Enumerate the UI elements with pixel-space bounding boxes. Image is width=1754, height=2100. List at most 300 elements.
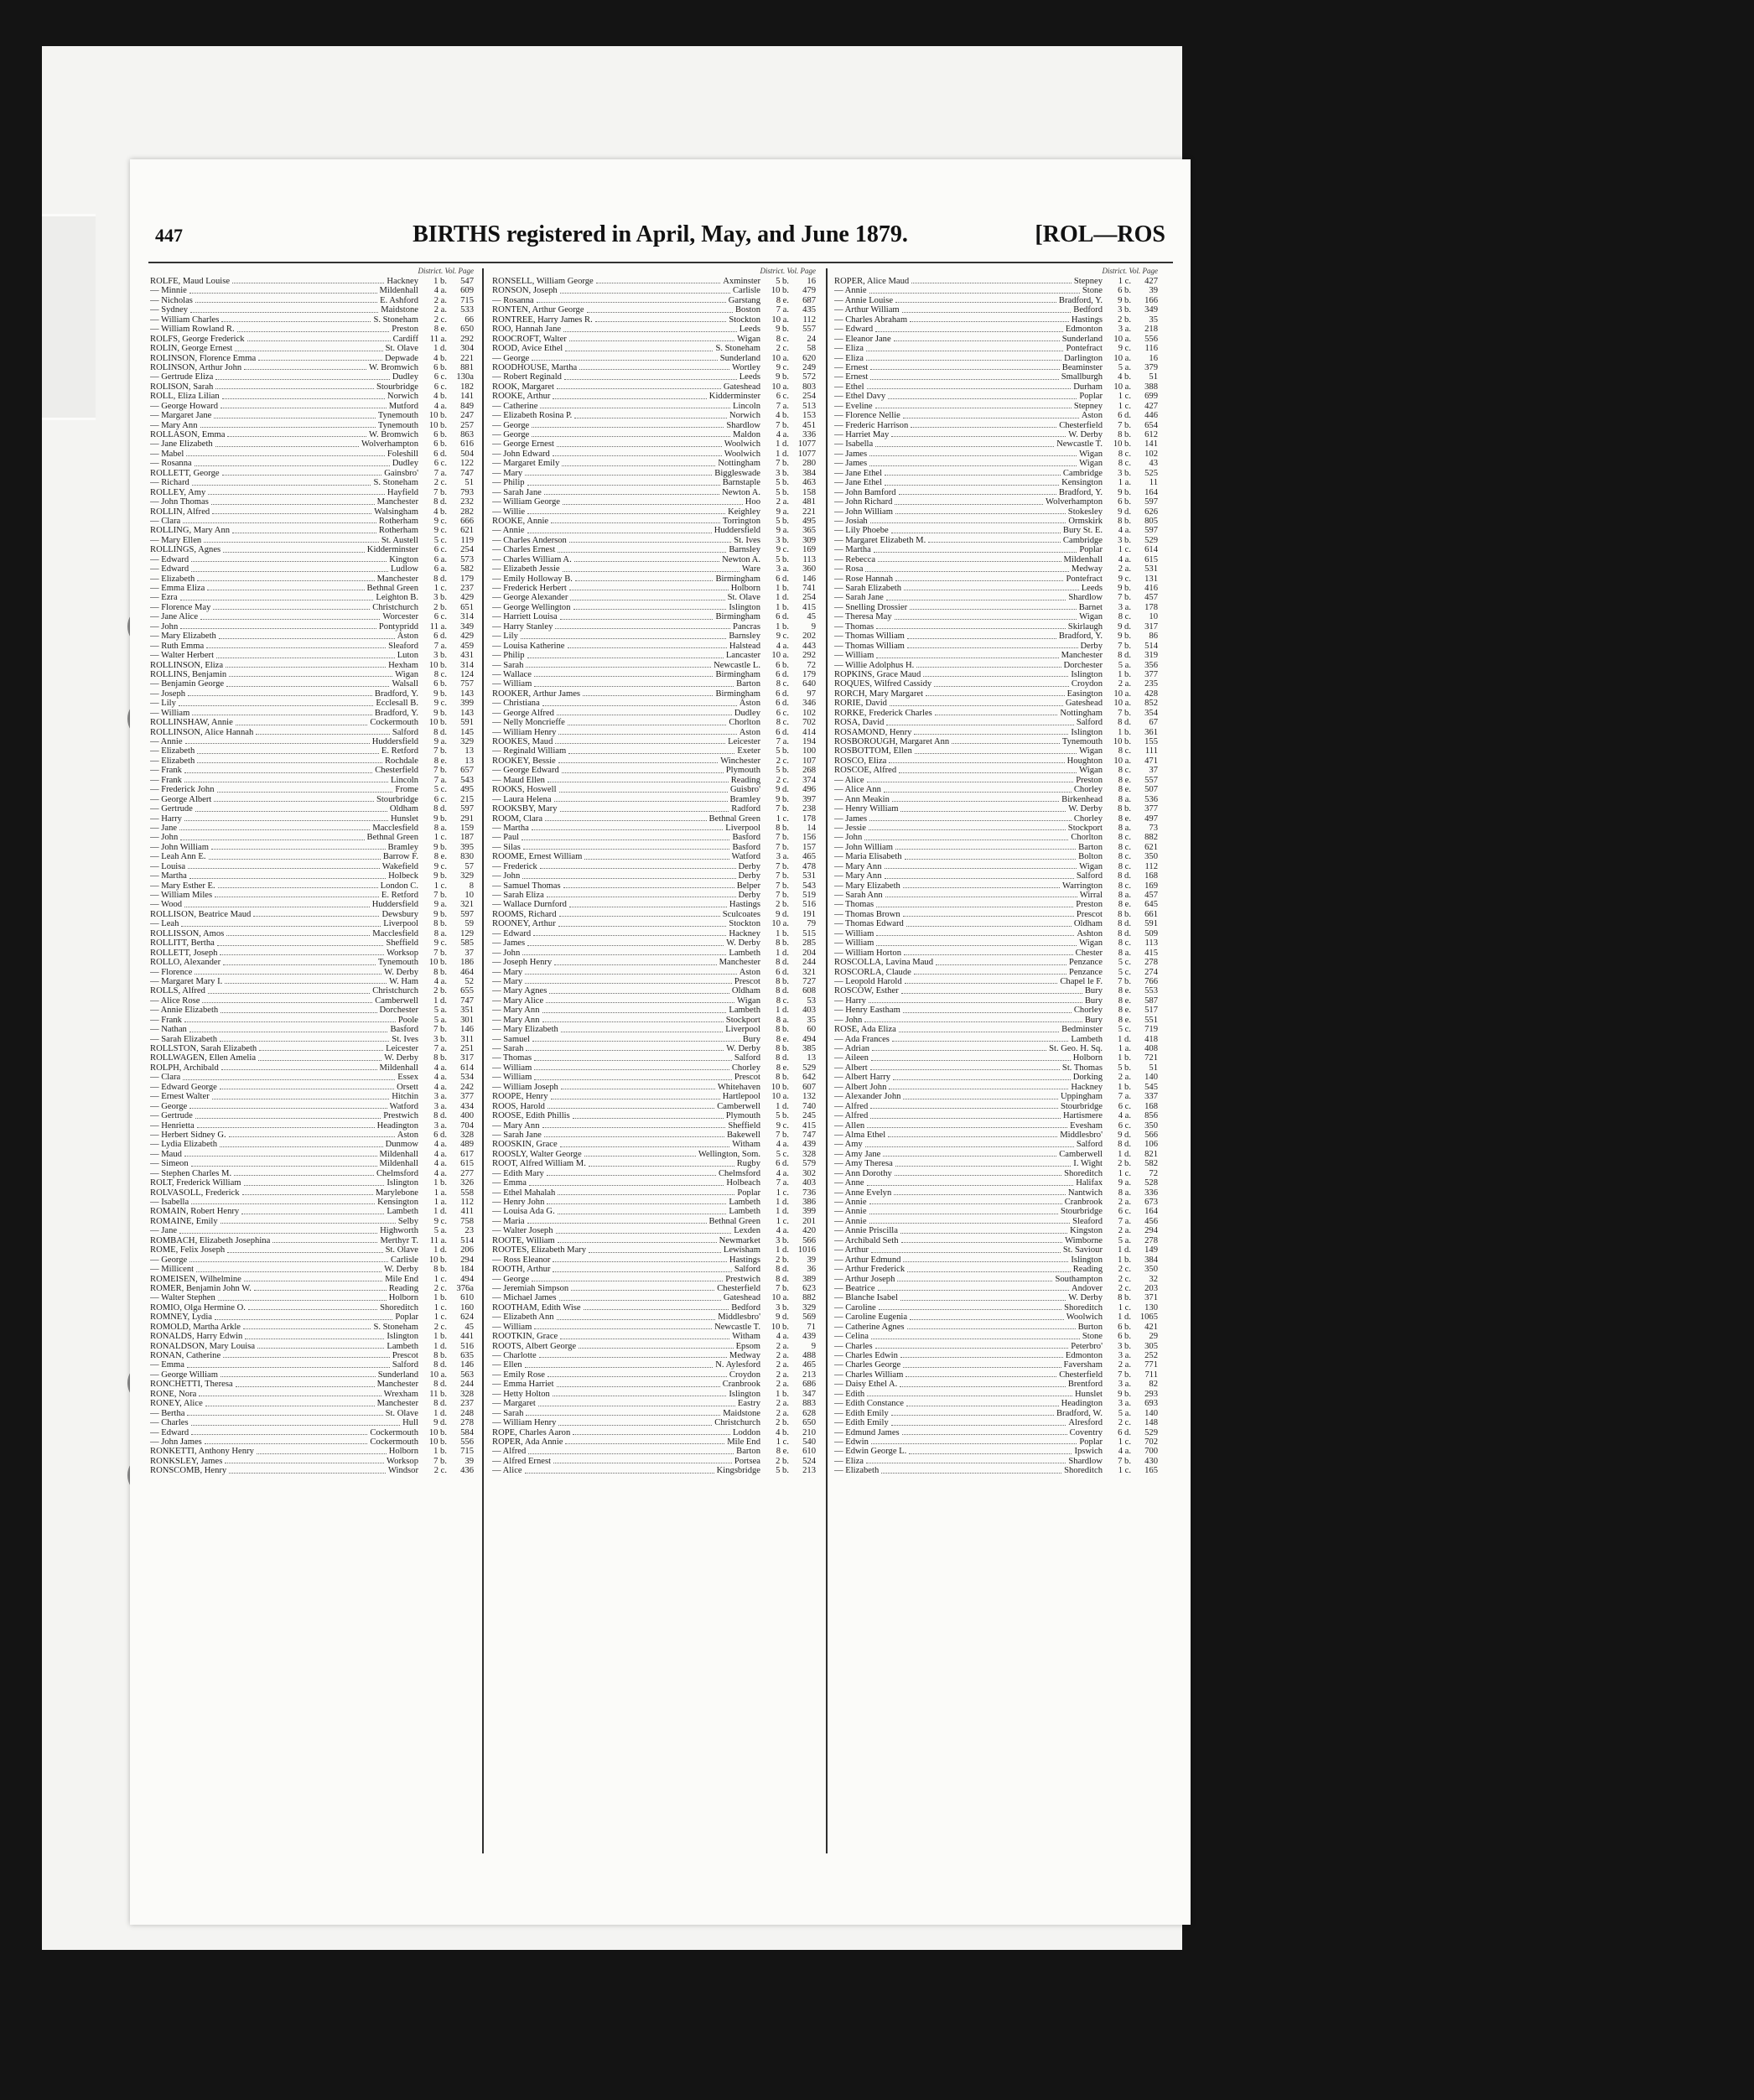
entry-volume: 9 d. (776, 909, 789, 919)
leader-dots (569, 584, 729, 590)
index-entry (150, 421, 474, 430)
entry-district: Leeds (739, 325, 760, 335)
entry-page: 146 (802, 574, 816, 584)
index-entry (150, 814, 474, 824)
entry-volume: 1 b. (1118, 1082, 1131, 1092)
index-entry (834, 584, 1158, 593)
entry-volume: 2 b. (433, 986, 447, 996)
leader-dots (569, 900, 727, 907)
entry-district: Prestwich (383, 1111, 418, 1121)
leader-dots (891, 430, 1066, 437)
entry-district: Islington (1071, 727, 1103, 737)
leader-dots (206, 642, 386, 648)
entry-page: 164 (1144, 487, 1158, 497)
entry-district: Dorchester (1063, 660, 1103, 670)
entry-district: Dorking (1072, 1073, 1103, 1083)
entry-district: Dudley (734, 708, 760, 718)
leader-dots (208, 986, 370, 993)
entry-name: ROLLITT, Bertha (150, 938, 215, 949)
entry-page: 201 (802, 1216, 816, 1226)
index-entry (150, 1217, 474, 1226)
entry-volume: 2 a. (776, 1341, 789, 1351)
entry-district: Winchester (720, 756, 760, 766)
index-entry (834, 305, 1158, 314)
entry-volume: 8 b. (776, 823, 789, 833)
entry-name: — Mary Alice (492, 995, 544, 1006)
index-entry (492, 968, 816, 977)
entry-volume: 1 b. (776, 584, 789, 593)
entry-name: — Gertrude Eliza (150, 372, 214, 382)
entry-page: 479 (802, 286, 816, 296)
index-entry (834, 488, 1158, 497)
entry-district: Penzance (1069, 967, 1103, 977)
entry-volume: 8 e. (433, 756, 447, 766)
index-entry (150, 402, 474, 411)
entry-page: 727 (802, 976, 816, 986)
entry-district: Ashton (1077, 928, 1103, 938)
entry-district: Hastings (1071, 314, 1103, 325)
entry-volume: 1 c. (433, 1312, 447, 1323)
entry-district: Lewisham (723, 1245, 760, 1255)
entry-page: 336 (802, 430, 816, 439)
entry-page: 657 (460, 766, 474, 776)
index-entry (834, 344, 1158, 353)
index-entry (834, 795, 1158, 804)
entry-page: 124 (460, 669, 474, 679)
entry-page: 435 (802, 305, 816, 315)
entry-district: Guisbro' (729, 785, 760, 795)
entry-district: Prescot (1076, 909, 1103, 919)
entry-volume: 4 a. (776, 1140, 789, 1150)
leader-dots (555, 737, 725, 744)
entry-district: Medway (1071, 564, 1103, 574)
entry-page: 428 (1144, 689, 1158, 699)
index-entry (150, 958, 474, 967)
entry-volume: 9 c. (1118, 344, 1131, 354)
entry-page: 614 (460, 1063, 474, 1073)
entry-district: Salford (734, 1265, 760, 1275)
index-entry (150, 919, 474, 928)
entry-district: Luton (397, 651, 418, 661)
entry-page: 687 (802, 295, 816, 305)
entry-name: — John Thomas (150, 497, 209, 507)
entry-district: Shoreditch (1064, 1466, 1103, 1476)
entry-volume: 1 b. (1118, 727, 1131, 737)
entry-district: Skirlaugh (1067, 621, 1103, 632)
entry-page: 277 (460, 1168, 474, 1178)
leader-dots (527, 1217, 707, 1224)
index-entry (834, 814, 1158, 824)
leader-dots (553, 1255, 726, 1262)
entry-page: 60 (807, 1025, 816, 1035)
entry-name: — Wallace (492, 669, 532, 679)
leader-dots (907, 632, 1056, 638)
entry-name: RONSON, Joseph (492, 286, 558, 296)
entry-volume: 6 b. (433, 430, 447, 439)
entry-district: Watford (389, 1101, 418, 1111)
entry-volume: 7 b. (433, 891, 447, 900)
entry-district: Bethnal Green (366, 584, 418, 593)
entry-district: Chesterfield (717, 1283, 760, 1293)
leader-dots (579, 363, 729, 370)
index-entry (492, 593, 816, 602)
entry-page: 543 (802, 881, 816, 891)
index-entry (834, 804, 1158, 813)
entry-page: 66 (464, 314, 474, 325)
entry-page: 23 (464, 1226, 474, 1236)
index-entry (150, 1053, 474, 1063)
index-entry (834, 1351, 1158, 1360)
entry-volume: 8 e. (776, 1447, 789, 1457)
entry-name: — Mary Elizabeth (150, 632, 216, 642)
entry-page: 408 (1144, 1044, 1158, 1053)
entry-volume: 7 b. (776, 804, 789, 814)
index-entry (834, 1016, 1158, 1025)
entry-volume: 4 a. (1118, 1447, 1131, 1457)
entry-name: — Annie Elizabeth (150, 1006, 219, 1016)
entry-volume: 8 a. (776, 1015, 789, 1025)
index-entry (492, 718, 816, 727)
entry-page: 457 (1144, 593, 1158, 603)
entry-district: Poplar (737, 1188, 760, 1198)
entry-volume: 2 a. (776, 1408, 789, 1418)
entry-district: Shardlow (1068, 593, 1103, 603)
entry-page: 585 (460, 938, 474, 949)
entry-volume: 7 b. (1118, 420, 1131, 430)
entry-page: 235 (1144, 679, 1158, 689)
leader-dots (872, 1044, 1046, 1051)
entry-name: — Margaret Elizabeth M. (834, 535, 926, 545)
entry-district: Epsom (735, 1341, 760, 1351)
index-entry (150, 756, 474, 766)
index-entry (492, 612, 816, 621)
entry-district: Carlisle (391, 1255, 418, 1265)
entry-name: — Sarah Jane (492, 1130, 542, 1140)
index-entry (150, 1140, 474, 1149)
entry-district: S. Stoneham (373, 1322, 418, 1332)
entry-district: Bradford, Y. (1058, 632, 1103, 642)
entry-page: 304 (460, 344, 474, 354)
entry-district: E. Retford (381, 891, 418, 900)
entry-page: 645 (1144, 900, 1158, 910)
leader-dots (559, 910, 720, 917)
entry-page: 254 (802, 593, 816, 603)
index-entry (834, 1207, 1158, 1216)
index-entry (150, 679, 474, 689)
entry-name: ROLLINSON, Eliza (150, 660, 224, 670)
entry-page: 863 (460, 430, 474, 439)
entry-volume: 8 c. (1118, 881, 1131, 891)
entry-volume: 1 c. (1118, 392, 1131, 402)
entry-volume: 8 c. (433, 669, 447, 679)
entry-name: ROLL, Eliza Lilian (150, 392, 220, 402)
leader-dots (563, 564, 739, 571)
leader-dots (532, 354, 718, 361)
entry-name: ROOSLY, Walter George (492, 1149, 582, 1159)
entry-name: ROLLEY, Amy (150, 487, 206, 497)
entry-district: Huddersfield (371, 737, 418, 746)
leader-dots (222, 392, 385, 398)
entry-page: 116 (1144, 344, 1158, 354)
entry-page: 336 (1144, 1188, 1158, 1198)
entry-name: — William (492, 1063, 532, 1073)
leader-dots (875, 325, 1063, 331)
index-entry (834, 1265, 1158, 1274)
index-entry (834, 642, 1158, 651)
entry-name: ROOPE, Henry (492, 1092, 548, 1102)
leader-dots (184, 1150, 377, 1157)
entry-name: — Albert Harry (834, 1073, 891, 1083)
index-entry (834, 622, 1158, 632)
entry-volume: 7 b. (776, 861, 789, 871)
entry-name: ROOMS, Richard (492, 909, 557, 919)
entry-district: Poplar (1079, 392, 1103, 402)
entry-page: 350 (1144, 1120, 1158, 1131)
entry-volume: 5 a. (1118, 1408, 1131, 1418)
entry-volume: 7 a. (433, 641, 447, 651)
index-entry (834, 1092, 1158, 1101)
entry-name: — Frederick John (150, 785, 215, 795)
entry-name: — Samuel (492, 1034, 531, 1044)
leader-dots (191, 1418, 401, 1425)
entry-name: — Thomas William (834, 641, 905, 651)
leader-dots (886, 718, 1073, 725)
entry-page: 10 (1149, 612, 1158, 622)
index-entry (492, 689, 816, 699)
leader-dots (864, 833, 1068, 839)
entry-name: — Lily (492, 632, 518, 642)
entry-name: — Charles (150, 1418, 189, 1428)
entry-volume: 9 c. (776, 545, 789, 555)
entry-page: 350 (1144, 852, 1158, 862)
entry-volume: 8 b. (433, 967, 447, 977)
entry-name: — Sarah (492, 660, 524, 670)
leader-dots (195, 968, 381, 975)
entry-volume: 2 c. (433, 1283, 447, 1293)
entry-name: — William Joseph (492, 1082, 558, 1092)
entry-district: W. Derby (1068, 430, 1103, 439)
leader-dots (558, 1188, 734, 1195)
entry-volume: 10 b. (428, 1255, 447, 1265)
index-entry (150, 1370, 474, 1380)
entry-volume: 9 c. (433, 516, 447, 526)
entry-page: 496 (802, 785, 816, 795)
entry-district: Preston (392, 325, 418, 335)
entry-page: 547 (460, 277, 474, 286)
leader-dots (207, 584, 364, 590)
leader-dots (532, 430, 730, 437)
entry-district: Middlesbro' (718, 1312, 760, 1323)
leader-dots (900, 804, 1066, 811)
leader-dots (895, 1159, 1071, 1166)
entry-name: ROLFE, Maud Louise (150, 277, 231, 286)
entry-district: Barnsley (729, 632, 760, 642)
index-entry (150, 1016, 474, 1025)
entry-volume: 6 c. (1118, 1120, 1131, 1131)
entry-volume: 1 b. (433, 1332, 447, 1342)
index-entry (150, 1428, 474, 1437)
index-entry (150, 900, 474, 909)
entry-name: — Florence May (150, 602, 211, 612)
entry-district: Exeter (737, 746, 760, 756)
entry-volume: 4 b. (433, 392, 447, 402)
index-entry (492, 776, 816, 785)
entry-page: 329 (460, 871, 474, 881)
entry-district: Camberwell (375, 995, 418, 1006)
entry-name: — Alice (492, 1466, 522, 1476)
leader-dots (903, 1006, 1072, 1012)
entry-district: Bury (742, 1034, 760, 1044)
leader-dots (866, 344, 1063, 351)
entry-page: 184 (460, 1265, 474, 1275)
entry-volume: 1 a. (1118, 1044, 1131, 1053)
entry-page: 132 (802, 1092, 816, 1102)
entry-page: 169 (1144, 881, 1158, 891)
entry-name: ROOTHAM, Edith Wise (492, 1302, 581, 1312)
leader-dots (869, 814, 1072, 821)
index-entry (834, 919, 1158, 928)
index-entry (834, 1169, 1158, 1178)
entry-volume: 9 b. (1118, 1389, 1131, 1399)
entry-page: 427 (1144, 401, 1158, 411)
entry-district: Dunmow (385, 1140, 418, 1150)
entry-name: — Eliza (834, 353, 864, 363)
entry-page: 179 (802, 669, 816, 679)
entry-district: Cambridge (1062, 535, 1103, 545)
leader-dots (554, 795, 728, 802)
entry-page: 771 (1144, 1360, 1158, 1370)
entry-volume: 4 a. (776, 1332, 789, 1342)
index-entry (492, 1169, 816, 1178)
entry-district: Houghton (1066, 756, 1103, 766)
entry-page: 35 (807, 1015, 816, 1025)
entry-name: — Celina (834, 1332, 869, 1342)
index-entry (492, 1131, 816, 1140)
index-entry (834, 526, 1158, 535)
district-header: District. (1102, 267, 1128, 275)
entry-volume: 8 e. (1118, 1015, 1131, 1025)
leader-dots (876, 651, 1058, 658)
entry-volume: 9 d. (1118, 621, 1131, 632)
leader-dots (220, 949, 384, 955)
entry-district: Poplar (395, 1312, 418, 1323)
entry-volume: 3 b. (776, 535, 789, 545)
entry-district: Derby (738, 861, 760, 871)
index-entry (150, 1198, 474, 1207)
entry-name: ROLISON, Sarah (150, 382, 214, 392)
leader-dots (906, 1399, 1059, 1406)
entry-district: E. Retford (381, 746, 418, 756)
entry-district: Camberwell (717, 1101, 760, 1111)
leader-dots (216, 651, 395, 658)
entry-page: 673 (1144, 1198, 1158, 1207)
entry-district: Shoreditch (380, 1302, 418, 1312)
entry-volume: 7 b. (776, 881, 789, 891)
index-entry (834, 1044, 1158, 1053)
leader-dots (220, 1035, 389, 1042)
index-entry (834, 478, 1158, 487)
entry-page: 319 (1144, 651, 1158, 661)
entry-name: — Clara (150, 1073, 181, 1083)
entry-page: 13 (464, 746, 474, 756)
leader-dots (885, 469, 1061, 476)
index-entry (492, 766, 816, 775)
index-entry (150, 1131, 474, 1140)
entry-page: 609 (460, 286, 474, 296)
index-entry (834, 900, 1158, 909)
entry-district: Witham (732, 1332, 760, 1342)
entry-name: — Maud (150, 1149, 182, 1159)
entry-volume: 6 c. (433, 545, 447, 555)
entry-page: 140 (1144, 1408, 1158, 1418)
entry-volume: 8 b. (776, 976, 789, 986)
leader-dots (900, 1351, 1063, 1358)
index-entry (834, 402, 1158, 411)
leader-dots (235, 344, 382, 351)
entry-page: 35 (1149, 314, 1158, 325)
leader-dots (575, 574, 714, 581)
entry-name: — Gertrude (150, 804, 193, 814)
entry-page: 465 (802, 852, 816, 862)
index-entry (150, 315, 474, 325)
entry-volume: 2 a. (1118, 564, 1131, 574)
entry-volume: 6 d. (776, 689, 789, 699)
entry-volume: 7 b. (1118, 708, 1131, 718)
index-entry (150, 277, 474, 286)
entry-district: Salford (734, 1053, 760, 1063)
leader-dots (878, 555, 1061, 562)
entry-name: — Harriett Louisa (492, 612, 558, 622)
entry-page: 524 (802, 1456, 816, 1466)
index-entry (834, 1370, 1158, 1380)
leader-dots (215, 891, 379, 897)
entry-volume: 4 a. (433, 976, 447, 986)
entry-page: 591 (1144, 919, 1158, 929)
entry-name: — Willie (492, 507, 526, 517)
entry-district: Lancaster (725, 651, 760, 661)
index-entry (150, 305, 474, 314)
entry-name: — William (492, 679, 532, 689)
index-entry (150, 938, 474, 948)
entry-district: Cranbrook (722, 1380, 760, 1390)
entry-district: N. Aylesford (715, 1360, 760, 1370)
leader-dots (554, 958, 716, 964)
leader-dots (565, 1437, 724, 1444)
entry-name: — Jane Ethel (834, 478, 883, 488)
entry-volume: 2 a. (433, 305, 447, 315)
entry-name: — Annie (834, 1216, 867, 1226)
leader-dots (573, 1111, 724, 1118)
leader-dots (181, 919, 381, 926)
entry-district: Dudley (392, 372, 418, 382)
entry-page: 441 (460, 1332, 474, 1342)
leader-dots (875, 439, 1054, 446)
entry-name: — John Richard (834, 497, 893, 507)
leader-dots (589, 1159, 734, 1166)
entry-name: ROLLING, Mary Ann (150, 526, 231, 536)
vol-header: Vol. (1129, 267, 1141, 275)
index-entry (834, 536, 1158, 545)
entry-district: Plymouth (725, 766, 760, 776)
entry-page: 519 (802, 891, 816, 900)
entry-name: ROLLS, Alfred (150, 986, 205, 996)
entry-volume: 1 c. (433, 584, 447, 593)
entry-name: — Margaret (492, 1399, 536, 1409)
entry-district: Christchurch (372, 986, 418, 996)
entry-volume: 8 a. (1118, 891, 1131, 900)
entry-district: Tynemouth (1061, 737, 1103, 746)
entry-page: 882 (1144, 833, 1158, 843)
